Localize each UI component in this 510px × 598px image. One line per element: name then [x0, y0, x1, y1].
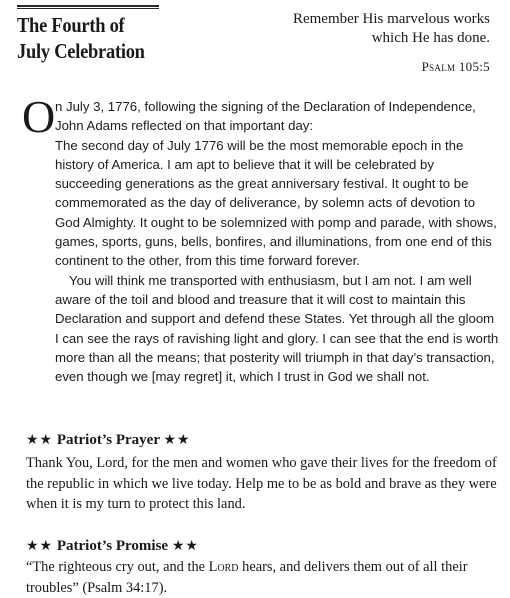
body-text [22, 91, 500, 386]
title-rule-bottom [17, 8, 159, 9]
promise-heading-label: Patriot’s Promise [56, 538, 169, 554]
prayer-text: Thank You, Lord, for the men and women who gave their lives for the freedom of the republic in which we live today. Help me to be as bold and brave as they were when it is my turn to protect this land. [26, 455, 497, 512]
verse-line-2: which He has done. [371, 30, 490, 46]
star-icon-right: ★★ [163, 433, 191, 448]
page-title-line-1: The Fourth of [17, 13, 125, 37]
intro-paragraph [22, 91, 500, 142]
quote-paragraph-1: The second day of July 1776 will be the most memorable epoch in the history of America. I am apt to believe that it will be celebrated by succeeding generations as the great anniversary festival. It ought to be commemorated as the day of deliverance, by solemn acts of devotion to God Almighty. It ought to be solemnized with pomp and parade, with shows, games, sports, guns, bells, bonfires, and illuminations, from one end of this continent to the other, from this time forward forever. [55, 137, 497, 269]
intro-text: n July 3, 1776, following the signing of the Declaration of Independence, John Adams reflected on that important day: [55, 99, 476, 134]
verse-line-1: Remember His marvelous works [292, 11, 490, 27]
adams-quote [22, 136, 500, 387]
promise-text-lord: Lord [208, 559, 239, 575]
prayer-heading-label: Patriot’s Prayer [56, 432, 160, 448]
drop-cap: O [22, 91, 56, 142]
star-icon-left: ★★ [26, 539, 54, 554]
scripture-verse [230, 10, 490, 76]
title-block [17, 5, 159, 64]
verse-book: Psalm [421, 59, 456, 74]
star-icon-left: ★★ [26, 433, 54, 448]
verse-chapter: 105:5 [458, 59, 490, 74]
promise-text [26, 557, 504, 598]
verse-reference [230, 57, 490, 76]
page-title-line-2: July Celebration [17, 39, 145, 63]
quote-paragraph-2: You will think me transported with enthusiasm, but I am not. I am well aware of the toil and blood and treasure that it will cost to maintain this Declaration and support and defend these States. Yet through all the gloom I can see the rays of ravishing light and glory. I can see that the end is worth more than all the means; that posterity will triumph in that day’s transaction, even though we [may regret] it, which I trust in God we shall not. [55, 272, 499, 385]
promise-text-start: “The righteous cry out, and the [26, 559, 209, 575]
star-icon-right: ★★ [171, 539, 199, 554]
prayer-heading [26, 431, 191, 450]
promise-heading [26, 537, 199, 556]
title-rule-top [17, 5, 159, 7]
promise-text-end: hears, and delivers them out of all their troubles” (Psalm 34:17). [26, 559, 468, 596]
